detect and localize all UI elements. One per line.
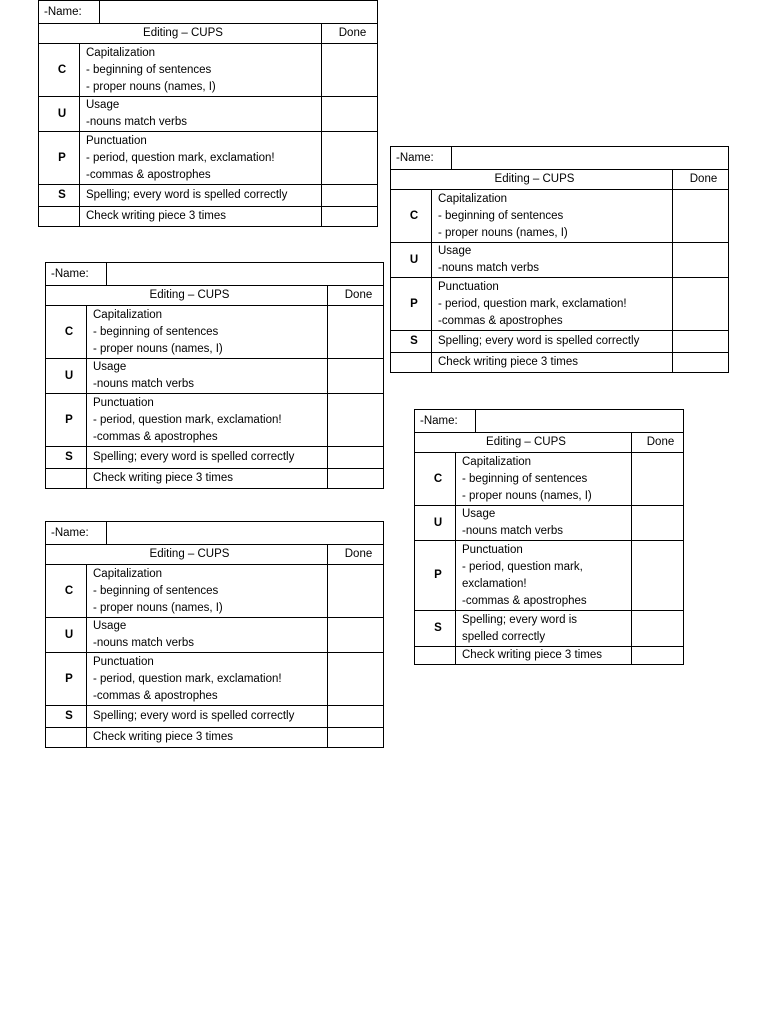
letter-s: S xyxy=(46,706,87,728)
letter-u: U xyxy=(39,97,80,132)
check-blank xyxy=(39,207,80,227)
spelling-description: Spelling; every word is spelled correctly xyxy=(87,447,328,469)
letter-s: S xyxy=(39,185,80,207)
done-checkbox-s[interactable] xyxy=(328,447,384,469)
done-header: Done xyxy=(632,433,684,453)
done-checkbox-u[interactable] xyxy=(673,243,729,278)
usage-description: Usage -nouns match verbs xyxy=(456,506,632,541)
cups-card-3 xyxy=(45,521,384,748)
done-checkbox-u[interactable] xyxy=(632,506,684,541)
name-label: -Name: xyxy=(46,263,107,286)
name-row xyxy=(38,0,378,24)
letter-p: P xyxy=(46,653,87,706)
letter-p: P xyxy=(391,278,432,331)
punctuation-description: Punctuation - period, question mark, exclamation! -commas & apostrophes xyxy=(87,394,328,447)
done-checkbox-check[interactable] xyxy=(328,469,384,489)
name-field[interactable] xyxy=(107,263,384,286)
letter-u: U xyxy=(415,506,456,541)
letter-u: U xyxy=(46,618,87,653)
letter-c: C xyxy=(39,44,80,97)
usage-description: Usage -nouns match verbs xyxy=(432,243,673,278)
name-row xyxy=(414,409,684,433)
letter-s: S xyxy=(391,331,432,353)
letter-u: U xyxy=(46,359,87,394)
table-title: Editing – CUPS xyxy=(415,433,632,453)
done-checkbox-c[interactable] xyxy=(328,306,384,359)
done-checkbox-p[interactable] xyxy=(322,132,378,185)
done-checkbox-s[interactable] xyxy=(328,706,384,728)
name-label: -Name: xyxy=(46,522,107,545)
done-checkbox-u[interactable] xyxy=(322,97,378,132)
done-checkbox-s[interactable] xyxy=(632,611,684,647)
capitalization-description: Capitalization - beginning of sentences - proper nouns (names, I) xyxy=(87,565,328,618)
name-field[interactable] xyxy=(107,522,384,545)
done-checkbox-c[interactable] xyxy=(673,190,729,243)
done-header: Done xyxy=(673,170,729,190)
done-checkbox-check[interactable] xyxy=(322,207,378,227)
cups-table xyxy=(45,544,384,748)
done-checkbox-p[interactable] xyxy=(328,394,384,447)
letter-c: C xyxy=(415,453,456,506)
done-checkbox-check[interactable] xyxy=(328,728,384,748)
capitalization-description: Capitalization - beginning of sentences - proper nouns (names, I) xyxy=(87,306,328,359)
done-checkbox-s[interactable] xyxy=(673,331,729,353)
punctuation-description: Punctuation - period, question mark, exclamation! -commas & apostrophes xyxy=(432,278,673,331)
done-checkbox-c[interactable] xyxy=(632,453,684,506)
name-label: -Name: xyxy=(39,1,100,24)
letter-u: U xyxy=(391,243,432,278)
letter-s: S xyxy=(46,447,87,469)
cups-card-2 xyxy=(45,262,384,489)
table-title: Editing – CUPS xyxy=(46,286,328,306)
letter-p: P xyxy=(46,394,87,447)
cups-table xyxy=(390,169,729,373)
capitalization-description: Capitalization - beginning of sentences - proper nouns (names, I) xyxy=(80,44,322,97)
done-checkbox-c[interactable] xyxy=(328,565,384,618)
name-label: -Name: xyxy=(415,410,476,433)
done-checkbox-s[interactable] xyxy=(322,185,378,207)
done-checkbox-c[interactable] xyxy=(322,44,378,97)
punctuation-description: Punctuation - period, question mark, exclamation! -commas & apostrophes xyxy=(80,132,322,185)
check-writing-text: Check writing piece 3 times xyxy=(432,353,673,373)
done-header: Done xyxy=(328,286,384,306)
letter-c: C xyxy=(46,306,87,359)
table-title: Editing – CUPS xyxy=(46,545,328,565)
check-blank xyxy=(46,728,87,748)
check-blank xyxy=(46,469,87,489)
spelling-description: Spelling; every word is spelled correctly xyxy=(432,331,673,353)
capitalization-description: Capitalization - beginning of sentences - proper nouns (names, I) xyxy=(432,190,673,243)
cups-table xyxy=(45,285,384,489)
done-checkbox-p[interactable] xyxy=(328,653,384,706)
name-field[interactable] xyxy=(476,410,684,433)
usage-description: Usage -nouns match verbs xyxy=(87,618,328,653)
check-writing-text: Check writing piece 3 times xyxy=(87,469,328,489)
spelling-description: Spelling; every word is spelled correctly xyxy=(456,611,632,647)
done-checkbox-u[interactable] xyxy=(328,359,384,394)
table-title: Editing – CUPS xyxy=(391,170,673,190)
check-writing-text: Check writing piece 3 times xyxy=(87,728,328,748)
punctuation-description: Punctuation - period, question mark, exclamation! -commas & apostrophes xyxy=(456,541,632,611)
spelling-description: Spelling; every word is spelled correctly xyxy=(80,185,322,207)
done-header: Done xyxy=(328,545,384,565)
punctuation-description: Punctuation - period, question mark, exclamation! -commas & apostrophes xyxy=(87,653,328,706)
name-row xyxy=(45,262,384,286)
letter-c: C xyxy=(391,190,432,243)
done-checkbox-p[interactable] xyxy=(673,278,729,331)
done-header: Done xyxy=(322,24,378,44)
cups-card-5 xyxy=(414,409,684,665)
spelling-description: Spelling; every word is spelled correctly xyxy=(87,706,328,728)
done-checkbox-u[interactable] xyxy=(328,618,384,653)
letter-p: P xyxy=(39,132,80,185)
name-field[interactable] xyxy=(100,1,378,24)
done-checkbox-check[interactable] xyxy=(632,647,684,665)
check-blank xyxy=(391,353,432,373)
letter-c: C xyxy=(46,565,87,618)
letter-s: S xyxy=(415,611,456,647)
cups-card-4 xyxy=(390,146,729,373)
check-writing-text: Check writing piece 3 times xyxy=(456,647,632,665)
check-writing-text: Check writing piece 3 times xyxy=(80,207,322,227)
table-title: Editing – CUPS xyxy=(39,24,322,44)
name-row xyxy=(45,521,384,545)
done-checkbox-check[interactable] xyxy=(673,353,729,373)
done-checkbox-p[interactable] xyxy=(632,541,684,611)
usage-description: Usage -nouns match verbs xyxy=(80,97,322,132)
name-row xyxy=(390,146,729,170)
name-label: -Name: xyxy=(391,147,452,170)
cups-table xyxy=(38,23,378,227)
check-blank xyxy=(415,647,456,665)
capitalization-description: Capitalization - beginning of sentences - proper nouns (names, I) xyxy=(456,453,632,506)
letter-p: P xyxy=(415,541,456,611)
cups-card-1 xyxy=(38,0,378,227)
cups-table xyxy=(414,432,684,665)
name-field[interactable] xyxy=(452,147,729,170)
usage-description: Usage -nouns match verbs xyxy=(87,359,328,394)
